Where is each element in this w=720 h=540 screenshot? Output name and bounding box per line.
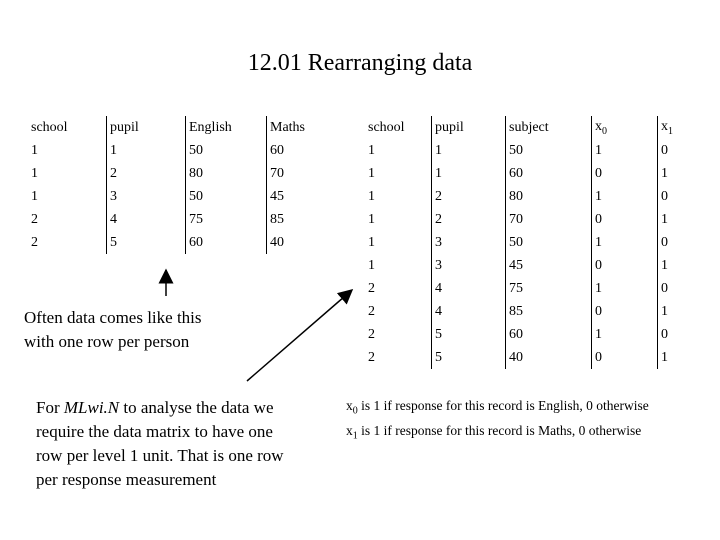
table-cell: 1 [592,277,658,300]
caption-text: For [36,398,64,417]
column-header: Maths [267,116,351,139]
caption-line: require the data matrix to have one [36,422,273,441]
table-cell: 75 [186,208,267,231]
arrow-to-long-table [247,290,352,381]
caption-long-format [36,396,284,492]
table-cell: 50 [186,139,267,162]
table-cell: 2 [368,326,375,342]
caption-text: to analyse the data we [119,398,274,417]
table-cell: 0 [592,162,658,185]
table-cell: 50 [186,185,267,208]
table-cell: 1 [31,142,38,158]
table-cell: 0 [658,277,717,300]
caption-line: Often data comes like this [24,308,202,327]
caption-wide-format [24,306,202,354]
note-text: is 1 if response for this record is Maths, 0 otherwise [357,422,642,438]
table-cell: 45 [267,185,351,208]
caption-line: per response measurement [36,470,217,489]
table-cell: 2 [368,280,375,296]
table-cell: 1 [368,188,375,204]
var-base: x [346,422,353,438]
table-cell: 80 [506,185,592,208]
table-cell: 0 [592,208,658,231]
table-cell: 2 [368,303,375,319]
caption-line: row per level 1 unit. That is one row [36,446,284,465]
table-cell: 1 [368,211,375,227]
software-name: MLwi.N [63,398,120,417]
table-cell: 2 [31,234,38,250]
column-header: pupil [432,116,506,139]
column-header: English [186,116,267,139]
variable-notes [346,396,649,445]
table-cell: 60 [506,323,592,346]
table-cell: 40 [267,231,351,254]
table-cell: 1 [368,234,375,250]
column-header: school [368,119,405,135]
column-header: school [31,119,68,135]
table-cell: 85 [267,208,351,231]
table-cell: 0 [592,254,658,277]
column-header: subject [506,116,592,139]
table-cell: 2 [31,211,38,227]
table-cell: 4 [107,208,186,231]
table-cell: 0 [658,231,717,254]
table-cell: 1 [432,162,506,185]
table-cell: 2 [432,208,506,231]
table-cell: 1 [592,185,658,208]
table-cell: 60 [186,231,267,254]
table-cell: 0 [658,139,717,162]
table-cell: 4 [432,277,506,300]
table-cell: 1 [592,139,658,162]
caption-line [36,396,284,420]
table-cell: 1 [592,231,658,254]
table-cell: 45 [506,254,592,277]
table-cell: 1 [592,323,658,346]
var-sub: 0 [602,125,607,137]
var-base: x [661,118,668,134]
table-cell: 1 [31,188,38,204]
table-cell: 5 [432,346,506,369]
table-cell: 0 [658,323,717,346]
table-cell: 60 [267,139,351,162]
table-cell: 2 [368,349,375,365]
note-text: is 1 if response for this record is English, 0 otherwise [357,398,649,413]
note-x1 [346,421,649,446]
table-cell: 1 [368,257,375,273]
table-cell: 70 [267,162,351,185]
table-cell: 1 [658,300,717,323]
table-cell: 85 [506,300,592,323]
table-cell: 75 [506,277,592,300]
column-header: pupil [107,116,186,139]
page-title: 12.01 Rearranging data [247,50,473,76]
var-sub: 1 [668,125,673,137]
table-cell: 5 [107,231,186,254]
table-cell: 1 [432,139,506,162]
table-cell: 1 [368,165,375,181]
table-cell: 1 [658,208,717,231]
var-sub: 1 [352,430,358,442]
table-cell: 60 [506,162,592,185]
table-cell: 5 [432,323,506,346]
table-cell: 1 [658,254,717,277]
table-cell: 0 [592,346,658,369]
table-cell: 3 [432,231,506,254]
note-x0 [346,396,649,421]
table-cell: 3 [107,185,186,208]
table-cell: 80 [186,162,267,185]
table-cell: 40 [506,346,592,369]
table-cell: 1 [658,162,717,185]
table-cell: 3 [432,254,506,277]
table-cell: 0 [658,185,717,208]
table-cell: 1 [368,142,375,158]
table-cell: 2 [432,185,506,208]
table-cell: 0 [592,300,658,323]
table-cell: 1 [107,139,186,162]
table-cell: 50 [506,139,592,162]
table-cell: 2 [107,162,186,185]
table-cell: 1 [658,346,717,369]
var-base: x [346,398,353,413]
table-cell: 1 [31,165,38,181]
table-cell: 70 [506,208,592,231]
table-cell: 4 [432,300,506,323]
var-sub: 0 [352,405,358,417]
var-base: x [595,118,602,134]
table-cell: 50 [506,231,592,254]
caption-line: with one row per person [24,332,190,351]
